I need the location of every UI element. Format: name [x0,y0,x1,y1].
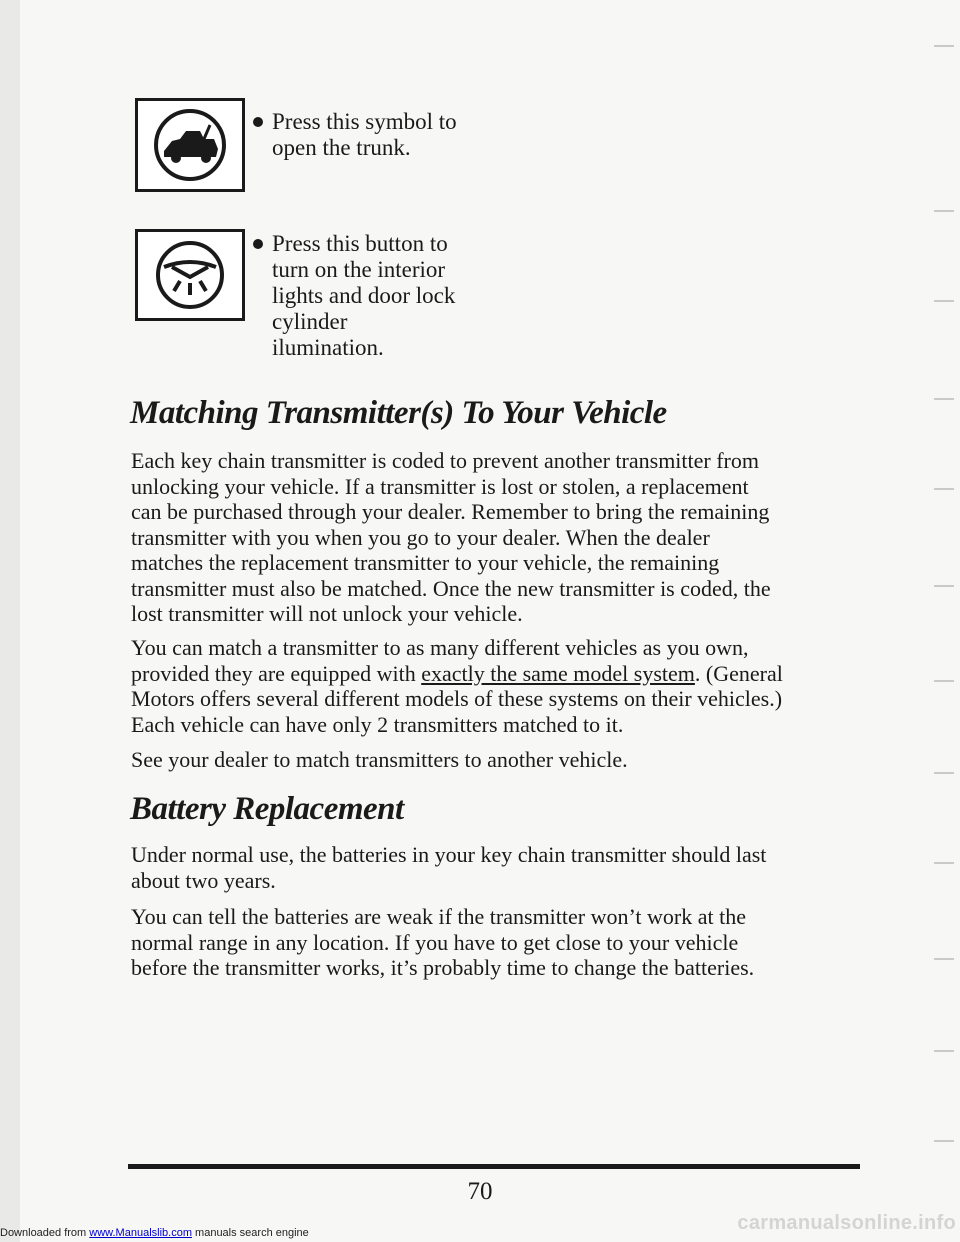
download-footer [0,1227,309,1239]
scan-mark [934,680,954,682]
text-line: You can match a transmitter to as many different vehicles as you own, [131,635,749,660]
interior-light-instruction [272,231,455,361]
text-line: transmitter must also be matched. Once the new transmitter is coded, the [131,575,771,601]
trunk-release-icon [150,105,230,185]
scan-mark [934,210,954,212]
paragraph-coding [131,448,861,627]
interior-light-icon [150,235,230,315]
text-line: Press this button to [272,231,448,256]
manualslib-link[interactable]: www.Manualslib.com [89,1227,192,1239]
section-heading-battery: Battery Replacement [130,791,404,827]
text-line: matches the replacement transmitter to your vehicle, the remaining [131,550,720,575]
text-line: before the transmitter works, it’s probably time to change the batteries. [131,955,755,980]
scan-mark [934,585,954,587]
footer-suffix: manuals search engine [191,1227,309,1239]
section-heading-matching: Matching Transmitter(s) To Your Vehicle [130,395,667,431]
text-run: provided they are equipped with [131,660,422,686]
bullet [253,117,263,127]
trunk-instruction [272,109,457,161]
scan-mark [934,1050,954,1052]
text-line: normal range in any location. If you have to get close to your vehicle [131,929,739,955]
text-run: . (General [694,660,783,686]
text-line: about two years. [131,867,276,893]
text-line: can be purchased through your dealer. Remember to bring the remaining [131,499,770,524]
text-line: You can tell the batteries are weak if the transmitter won’t work at the [131,904,747,929]
text-line: cylinder [272,309,348,334]
scan-mark [934,862,954,864]
text-line: Motors offers several different models of these systems on their vehicles.) [131,686,783,711]
underlined-text: exactly the same model system [421,660,695,686]
text-line: turn on the interior [272,257,446,282]
scan-mark [934,1140,954,1142]
footer-rule [128,1164,860,1169]
paragraph-battery-life [131,842,861,893]
scan-mark [934,488,954,490]
interior-light-icon-box [135,229,245,321]
paragraph-weak-batteries [131,904,861,981]
paragraph-multiple-vehicles [131,635,861,737]
page-number: 70 [467,1178,493,1205]
watermark: carmanualsonline.info [737,1212,956,1234]
trunk-release-icon-box [135,98,245,192]
text-line: lights and door lock [272,283,456,308]
text-line: Each vehicle can have only 2 transmitters matched to it. [131,711,624,737]
paragraph-see-dealer: See your dealer to match transmitters to another vehicle. [131,747,628,772]
scan-edge [0,0,20,1242]
footer-prefix: Downloaded from [0,1227,87,1239]
text-line: transmitter with you when you go to your dealer. When the dealer [131,524,710,550]
text-line: Under normal use, the batteries in your key chain transmitter should last [131,842,767,867]
bullet [253,239,263,249]
scan-mark [934,772,954,774]
text-line: Press this symbol to [272,109,457,134]
text-line: open the trunk. [272,135,411,160]
scan-mark [934,45,954,47]
text-line [131,661,861,687]
scan-mark [934,958,954,960]
text-line: Each key chain transmitter is coded to prevent another transmitter from [131,448,759,473]
text-line: lost transmitter will not unlock your vehicle. [131,601,523,626]
scan-mark [934,398,954,400]
scan-mark [934,300,954,302]
text-line: ilumination. [272,335,384,360]
text-line: unlocking your vehicle. If a transmitter is lost or stolen, a replacement [131,473,749,499]
